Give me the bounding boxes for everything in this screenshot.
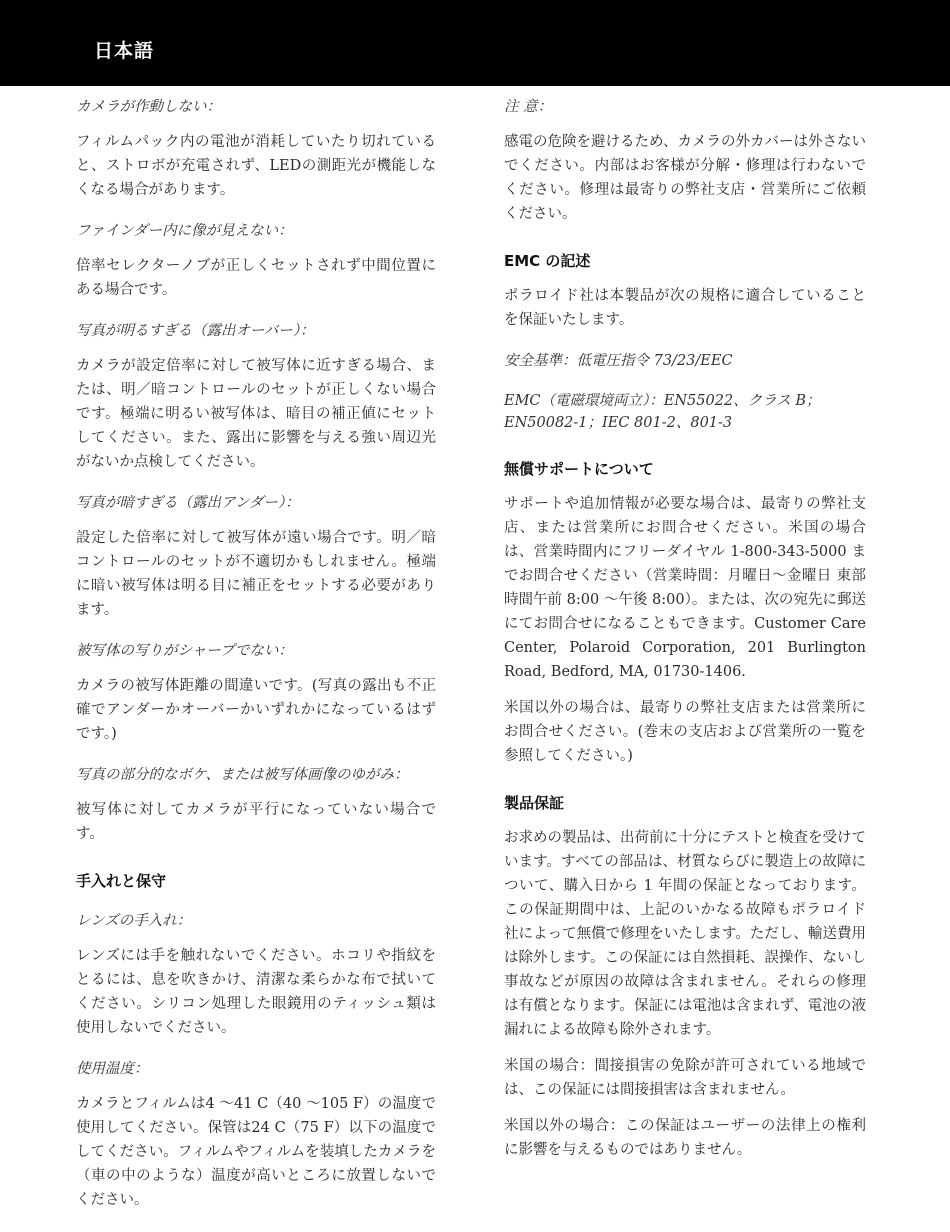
subheading-camera-not-working: カメラが作動しない： [76, 99, 221, 115]
subheading-no-image-in-finder: ファインダー内に像が見えない： [76, 223, 293, 239]
paragraph: フィルムパック内の電池が消耗していたり切れていると、ストロボが充電されず、LEDの測距光が機能しなくなる場合があります。 [76, 134, 436, 198]
paragraph: カメラとフィルムは4 ～41 C（40 ～105 F）の温度で使用してください。保管は24 C（75 F）以下の温度でしてください。フィルムやフィルムを装填したカメラを（車の中のような）温度が高いところに放置しないでください。 [76, 1096, 436, 1208]
paragraph: 設定した倍率に対して被写体が遠い場合です。明／暗コントロールのセットが不適切かもしれません。極端に暗い被写体は明る目に補正をセットする必要があります。 [76, 530, 436, 618]
language-header-bar [0, 0, 950, 86]
paragraph: レンズには手を触れないでください。ホコリや指紋をとるには、息を吹きかけ、清潔な柔らかな布で拭いてください。シリコン処理した眼鏡用のティッシュ類は使用しないでください。 [76, 948, 436, 1036]
subheading-underexposed: 写真が暗すぎる（露出アンダー）： [76, 495, 300, 511]
paragraph: 米国の場合：間接損害の免除が許可されている地域では、この保証には間接損害は含まれません。 [504, 1058, 866, 1098]
subheading-lens-care: レンズの手入れ： [76, 913, 192, 929]
paragraph: 感電の危険を避けるため、カメラの外カバーは外さないでください。内部はお客様が分解・修理は行わないでください。修理は最寄りの弊社支店・営業所にご依頼ください。 [504, 134, 866, 222]
paragraph: カメラの被写体距離の間違いです。(写真の露出も不正確でアンダーかオーバーかいずれかになっているはずです。) [76, 678, 436, 742]
subheading-not-sharp: 被写体の写りがシャープでない： [76, 643, 293, 659]
page-title: 日本語 [94, 40, 155, 62]
paragraph: サポートや追加情報が必要な場合は、最寄りの弊社支店、または営業所にお問合せください。米国の場合は、営業時間内にフリーダイヤル 1-800-343-5000 までお問合せください（営業時間：月曜日～金曜日 東部時間午前 8:00 ～午後 8:00）。または、次の宛先に郵送にてお問合せになることもできます。Customer Care Center, Polaroid Corporation, 201 Burlington Road, Bedford, MA, 01730-1406. [504, 496, 866, 680]
left-column [76, 96, 436, 1212]
subheading-caution: 注 意： [504, 99, 553, 115]
section-heading-emc: EMC の記述 [504, 252, 591, 270]
right-column [504, 96, 866, 1162]
paragraph: カメラが設定倍率に対して被写体に近すぎる場合、または、明／暗コントロールのセットが正しくない場合です。極端に明るい被写体は、暗目の補正値にセットしてください。また、露出に影響を与える強い周辺光がないか点検してください。 [76, 358, 436, 470]
section-heading-free-support: 無償サポートについて [504, 460, 654, 478]
section-heading-care-maintenance: 手入れと保守 [76, 872, 167, 890]
section-heading-warranty: 製品保証 [504, 794, 565, 812]
subheading-overexposed: 写真が明るすぎる（露出オーバー）： [76, 323, 315, 339]
paragraph: 倍率セレクターノブが正しくセットされず中間位置にある場合です。 [76, 258, 436, 298]
subheading-operating-temperature: 使用温度： [76, 1061, 149, 1077]
paragraph: お求めの製品は、出荷前に十分にテストと検査を受けています。すべての部品は、材質ならびに製造上の故障について、購入日から 1 年間の保証となっております。この保証期間中は、上記のいかなる故障もポラロイド社によって無償で修理をいたします。ただし、輸送費用は除外します。この保証には自然損耗、誤操作、ないし事故などが原因の故障は含まれません。それらの修理は有償となります。保証には電池は含まれず、電池の液漏れによる故障も除外されます。 [504, 830, 866, 1038]
emc-standard-line: EMC（電磁環境両立）：EN55022、クラス B；EN50082-1；IEC 801-2、801-3 [504, 393, 821, 431]
paragraph: 米国以外の場合：この保証はユーザーの法律上の権利に影響を与えるものではありません。 [504, 1118, 866, 1158]
paragraph: ポラロイド社は本製品が次の規格に適合していることを保証いたします。 [504, 288, 866, 328]
safety-standard-line: 安全基準：低電圧指令 73/23/EEC [504, 353, 733, 369]
paragraph: 被写体に対してカメラが平行になっていない場合です。 [76, 802, 436, 842]
subheading-partial-blur: 写真の部分的なボケ、または被写体画像のゆがみ： [76, 767, 409, 783]
paragraph: 米国以外の場合は、最寄りの弊社支店または営業所にお問合せください。(巻末の支店および営業所の一覧を参照してください。) [504, 700, 866, 764]
